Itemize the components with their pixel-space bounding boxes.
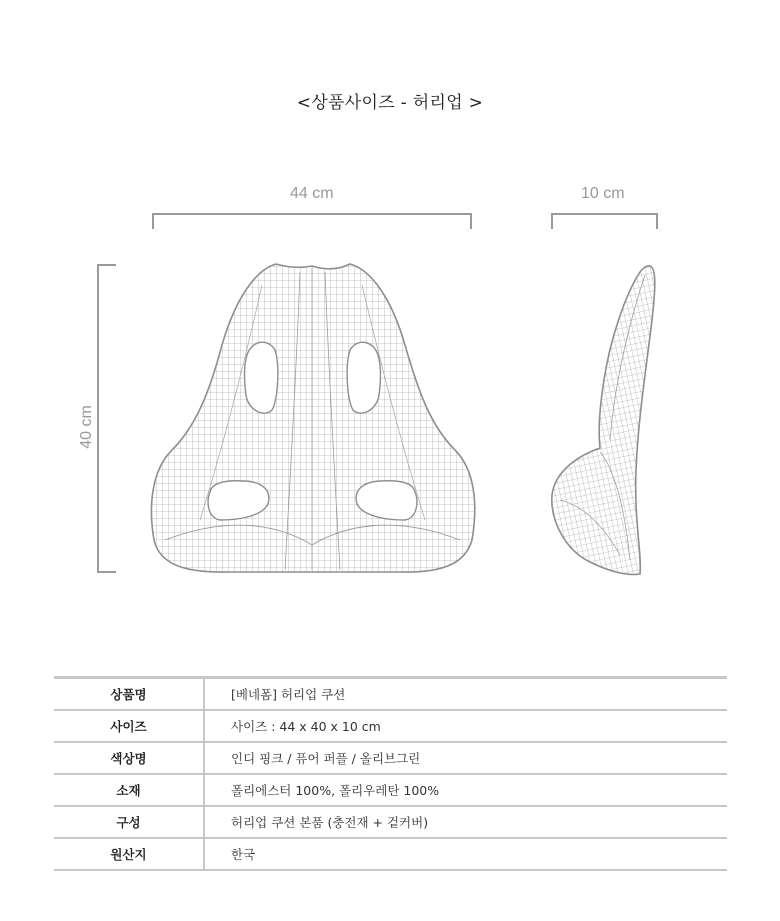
table-row [54, 710, 727, 742]
table-row [54, 838, 727, 870]
depth-dimension-label: 10 cm [581, 185, 625, 202]
spec-label: 구성 [54, 806, 204, 838]
table-row [54, 678, 727, 711]
spec-value: 사이즈 : 44 x 40 x 10 cm [204, 710, 727, 742]
spec-value: 한국 [204, 838, 727, 870]
product-spec-table [54, 676, 727, 871]
cushion-side-view [552, 266, 655, 575]
spec-label: 소재 [54, 774, 204, 806]
depth-bracket [552, 214, 657, 229]
spec-label: 원산지 [54, 838, 204, 870]
height-dimension-label: 40 cm [78, 405, 95, 449]
width-bracket [153, 214, 471, 229]
table-row [54, 806, 727, 838]
height-bracket [98, 265, 116, 572]
spec-value: 인디 핑크 / 퓨어 퍼플 / 올리브그린 [204, 742, 727, 774]
spec-label: 상품명 [54, 678, 204, 711]
spec-value: 허리업 쿠션 본품 (충전재 + 겉커버) [204, 806, 727, 838]
spec-label: 색상명 [54, 742, 204, 774]
width-dimension-label: 44 cm [290, 185, 334, 202]
page-title: <상품사이즈 - 허리업 > [296, 93, 484, 113]
table-row [54, 774, 727, 806]
spec-value: [베네폼] 허리업 쿠션 [204, 678, 727, 711]
spec-label: 사이즈 [54, 710, 204, 742]
cushion-front-view [151, 264, 474, 572]
spec-value: 폴리에스터 100%, 폴리우레탄 100% [204, 774, 727, 806]
table-row [54, 742, 727, 774]
